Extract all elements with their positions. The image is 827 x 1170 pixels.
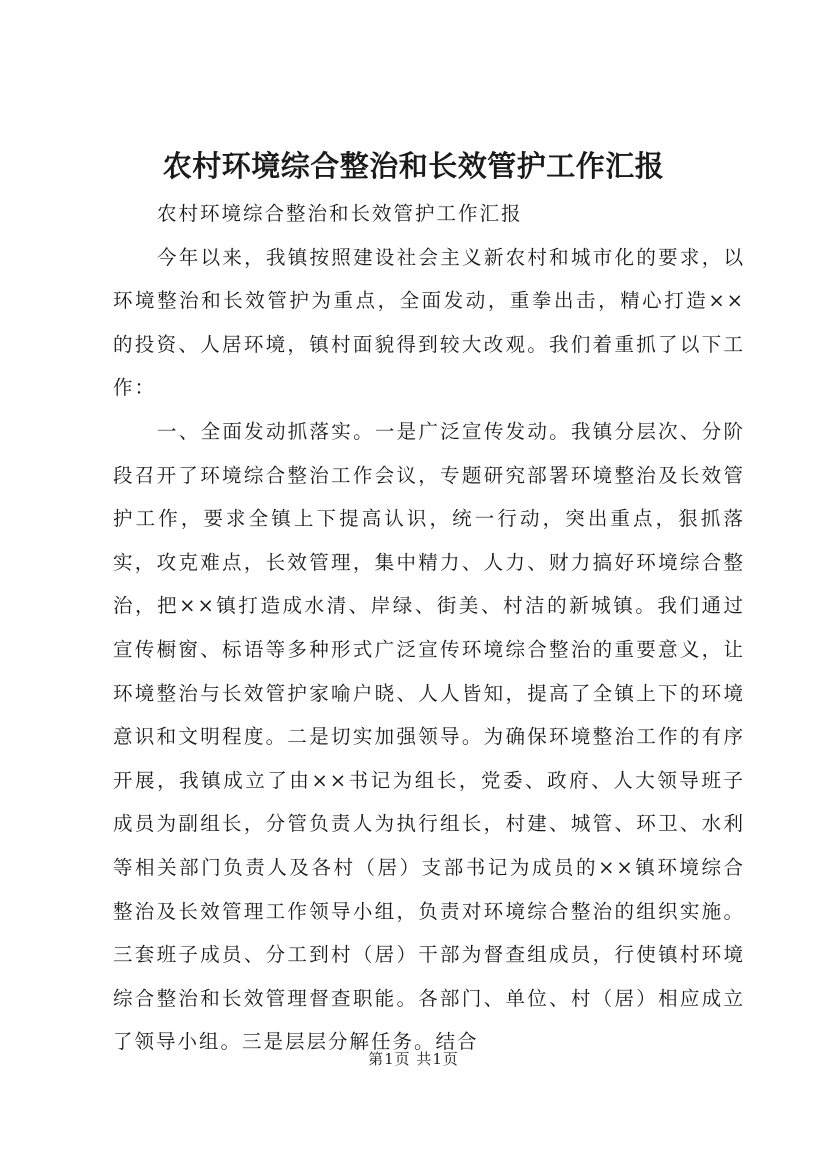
body-paragraph-subtitle: 农村环境综合整治和长效管护工作汇报 [157, 202, 523, 225]
page-number-footer: 第1页 共1页 [368, 1050, 459, 1068]
body-paragraph-intro: 今年以来，我镇按照建设社会主义新农村和城市化的要求，以环境整治和长效管护为重点，全面发动，重拳出击，精心打造××的投资、人居环境，镇村面貌得到较大改观。我们着重抓了以下工作： [113, 245, 745, 400]
document-body [113, 192, 745, 1064]
body-paragraph-section-one: 一、全面发动抓落实。一是广泛宣传发动。我镇分层次、分阶段召开了环境综合整治工作会议，专题研究部署环境整治及长效管护工作，要求全镇上下提高认识，统一行动，突出重点，狠抓落实，攻克难点，长效管理，集中精力、人力、财力搞好环境综合整治，把××镇打造成水清、岸绿、街美、村洁的新城镇。我们通过宣传橱窗、标语等多种形式广泛宣传环境综合整治的重要意义，让环境整治与长效管护家喻户晓、人人皆知，提高了全镇上下的环境意识和文明程度。二是切实加强领导。为确保环境整治工作的有序开展，我镇成立了由××书记为组长，党委、政府、人大领导班子成员为副组长，分管负责人为执行组长，村建、城管、环卫、水利等相关部门负责人及各村（居）支部书记为成员的××镇环境综合整治及长效管理工作领导小组，负责对环境综合整治的组织实施。三套班子成员、分工到村（居）干部为督查组成员，行使镇村环境综合整治和长效管理督查职能。各部门、单位、村（居）相应成立了领导小组。三是层层分解任务。结合 [113, 419, 745, 1054]
document-title: 农村环境综合整治和长效管护工作汇报 [162, 149, 665, 183]
